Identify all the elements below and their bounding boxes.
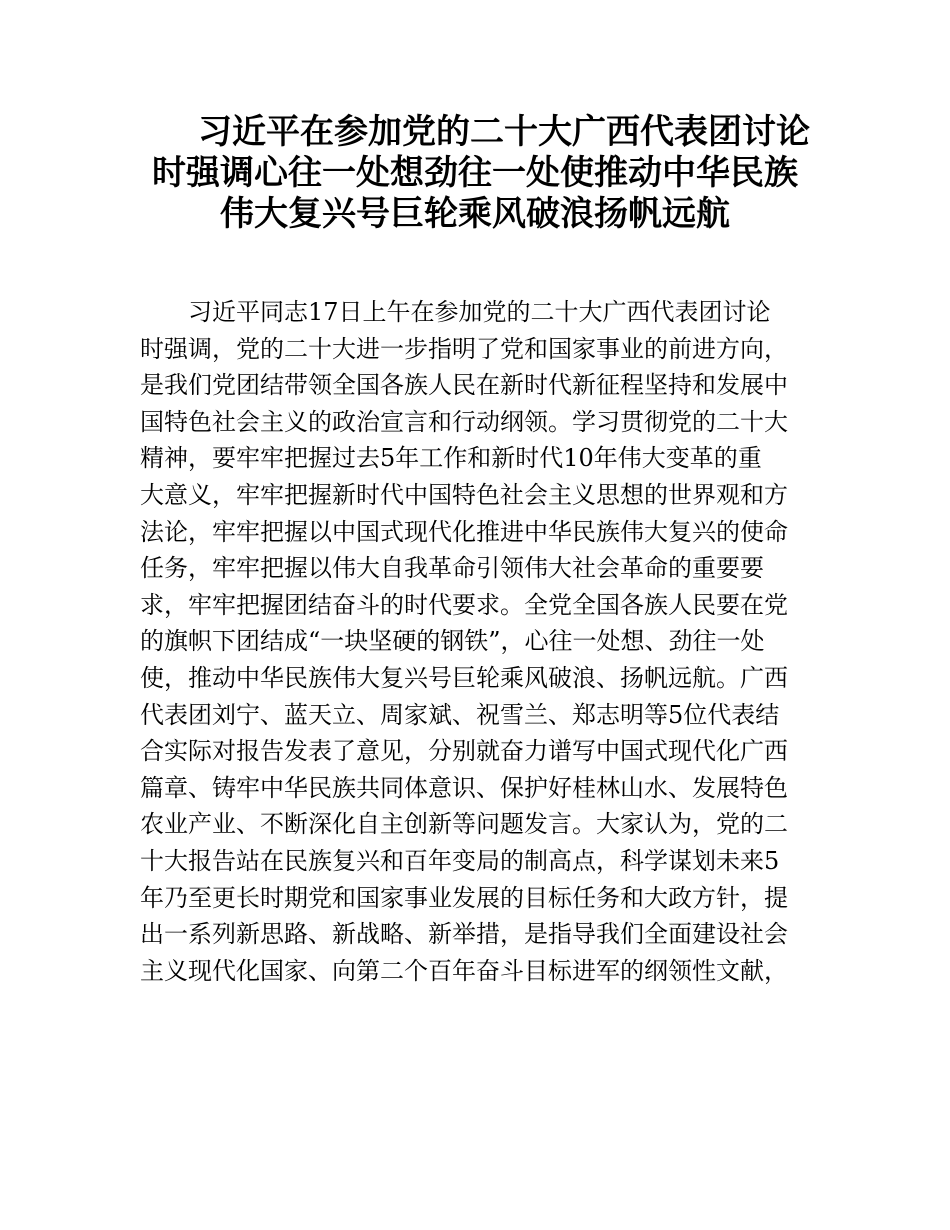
paragraph-line: 农业产业、不断深化自主创新等问题发言。大家认为，党的二 xyxy=(140,810,788,839)
paragraph-line: 是我们党团结带领全国各族人民在新时代新征程坚持和发展中 xyxy=(140,371,788,400)
paragraph-line: 年乃至更长时期党和国家事业发展的目标任务和大政方针，提 xyxy=(140,883,788,912)
paragraph-line: 任务，牢牢把握以伟大自我革命引领伟大社会革命的重要要 xyxy=(140,554,764,583)
paragraph-line: 十大报告站在民族复兴和百年变局的制高点，科学谋划未来5 xyxy=(140,846,780,875)
paragraph-line: 时强调，党的二十大进一步指明了党和国家事业的前进方向， xyxy=(140,334,788,363)
paragraph-line: 出一系列新思路、新战略、新举措，是指导我们全面建设社会 xyxy=(140,920,788,949)
title-line: 时强调心往一处想劲往一处使推动中华民族 xyxy=(152,153,798,193)
paragraph-line: 的旗帜下团结成“一块坚硬的钢铁”，心往一处想、劲往一处 xyxy=(140,627,765,656)
paragraph-line: 国特色社会主义的政治宣言和行动纲领。学习贯彻党的二十大 xyxy=(140,407,788,436)
paragraph-line: 大意义，牢牢把握新时代中国特色社会主义思想的世界观和方 xyxy=(140,480,788,509)
paragraph-line: 主义现代化国家、向第二个百年奋斗目标进军的纲领性文献， xyxy=(140,956,788,985)
title-line: 习近平在参加党的二十大广西代表团讨论 xyxy=(198,112,810,152)
title-line: 伟大复兴号巨轮乘风破浪扬帆远航 xyxy=(220,194,730,234)
paragraph-line: 代表团刘宁、蓝天立、周家斌、祝雪兰、郑志明等5位代表结 xyxy=(140,700,780,729)
paragraph-line: 求，牢牢把握团结奋斗的时代要求。全党全国各族人民要在党 xyxy=(140,590,788,619)
paragraph-line: 使，推动中华民族伟大复兴号巨轮乘风破浪、扬帆远航。广西 xyxy=(140,663,788,692)
paragraph-line: 法论，牢牢把握以中国式现代化推进中华民族伟大复兴的使命 xyxy=(140,517,788,546)
body-paragraph xyxy=(140,294,820,989)
paragraph-line: 篇章、铸牢中华民族共同体意识、保护好桂林山水、发展特色 xyxy=(140,773,788,802)
paragraph-line: 合实际对报告发表了意见，分别就奋力谱写中国式现代化广西 xyxy=(140,737,788,766)
paragraph-line: 精神，要牢牢把握过去5年工作和新时代10年伟大变革的重 xyxy=(140,444,762,473)
document-title xyxy=(140,112,820,235)
paragraph-line: 习近平同志17日上午在参加党的二十大广西代表团讨论 xyxy=(188,298,771,326)
